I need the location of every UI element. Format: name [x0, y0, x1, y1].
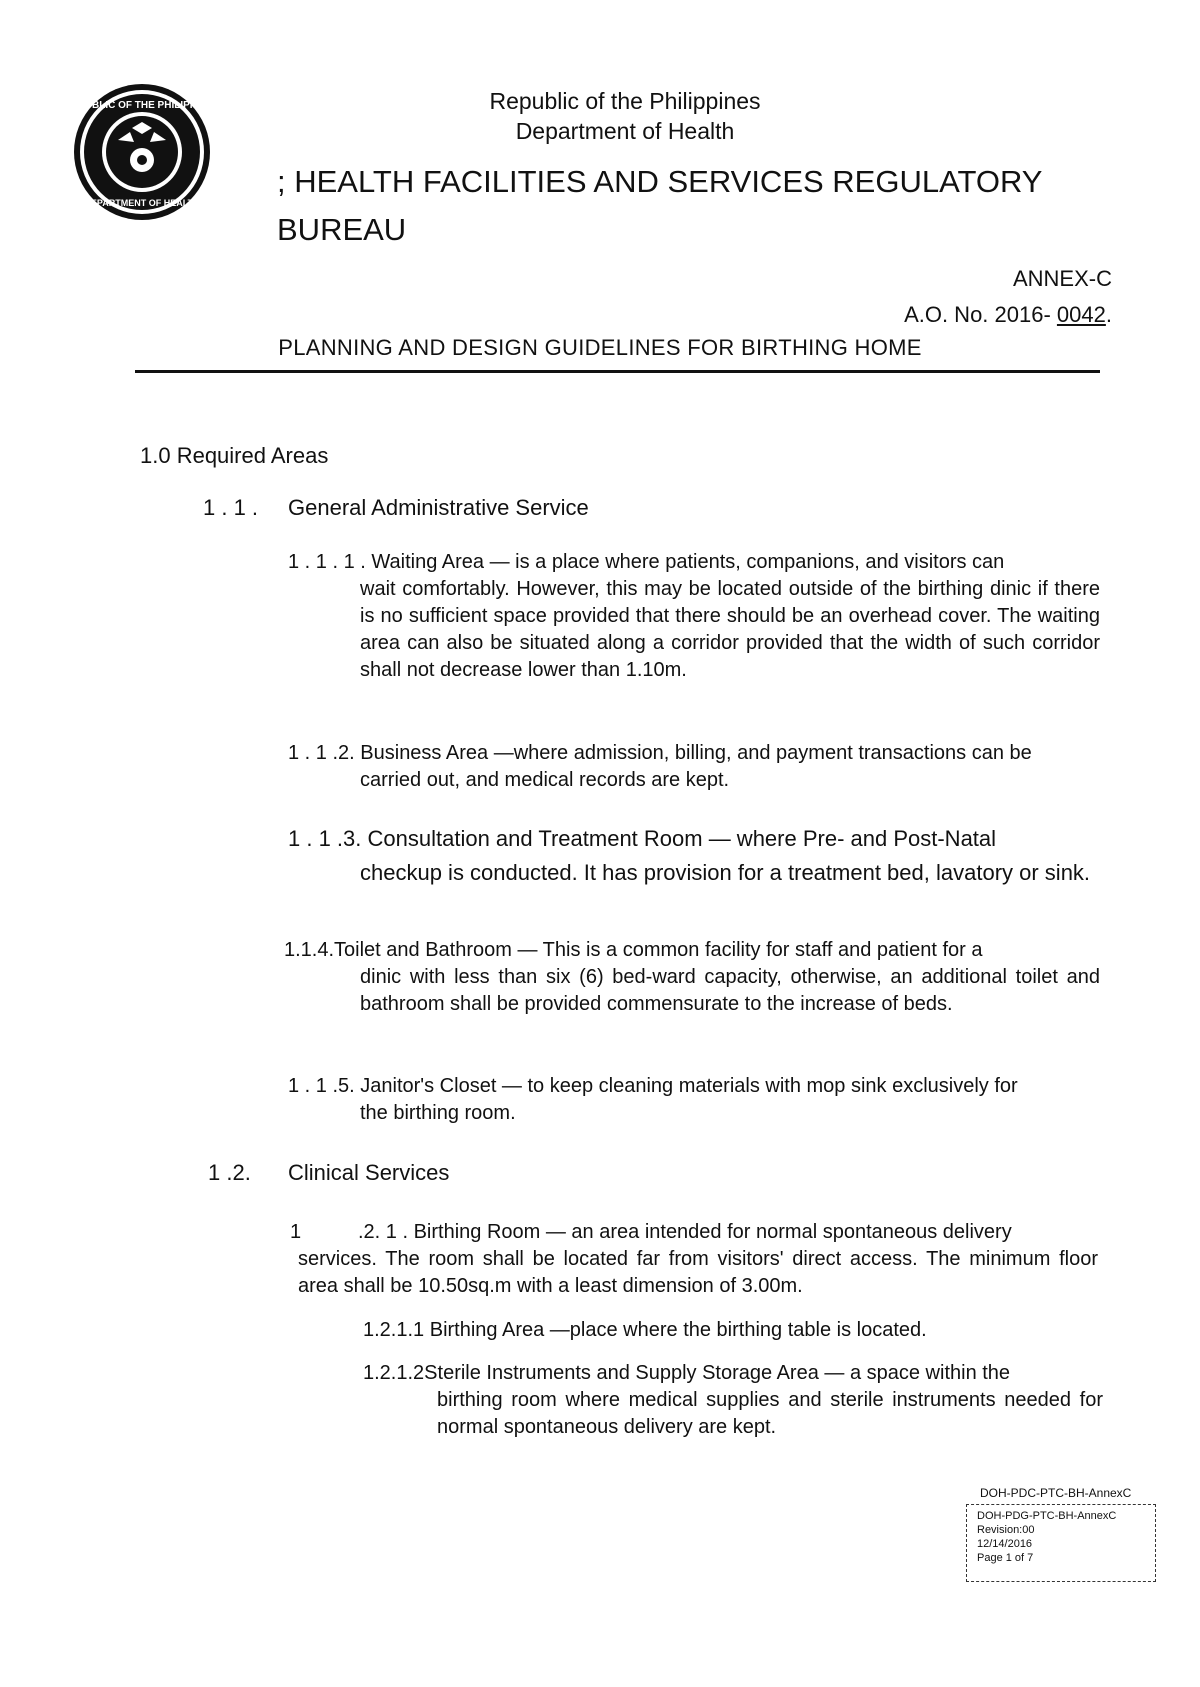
- section-title-general-admin: General Administrative Service: [288, 495, 589, 520]
- item-birthing-area: [363, 1317, 1103, 1344]
- item-continuation: services. The room shall be located far from visitors' direct access. The minimum floor area shall be 10.50sq.m with a least dimension of 3.00m.: [298, 1248, 1098, 1297]
- item-toilet-bathroom: [284, 937, 1100, 1018]
- section-number-1-1: 1 . 1 .: [203, 495, 259, 520]
- item-first-line: Toilet and Bathroom — This is a common facility for staff and patient for a: [334, 939, 983, 961]
- country-name: Republic of the Philippines: [489, 88, 761, 114]
- item-number-a: 1: [290, 1221, 302, 1243]
- item-business-area: [288, 740, 1128, 794]
- annex-label: ANNEX-C: [1012, 266, 1112, 291]
- item-text: Birthing Area —place where the birthing table is located.: [429, 1319, 927, 1341]
- ao-prefix: A.O. No. 2016-: [904, 302, 1057, 327]
- item-first-line: Waiting Area — is a place where patients, companions, and visitors can: [371, 551, 1005, 573]
- document-title: PLANNING AND DESIGN GUIDELINES FOR BIRTHING HOME: [278, 335, 922, 360]
- item-continuation: wait comfortably. However, this may be located outside of the birthing dinic if there is no sufficient space provided that there should be an overhead cover. The waiting area can also be situated along a corridor provided that the width of such corridor shall not decrease lower than 1.10m.: [360, 578, 1100, 681]
- stamp-page: Page 1 of 7: [977, 1552, 1034, 1564]
- revision-stamp-box: [966, 1504, 1156, 1582]
- item-number: 1 . 1 . 1 .: [288, 551, 366, 573]
- bureau-line-2: BUREAU: [277, 212, 407, 247]
- title-divider: [135, 370, 1100, 373]
- item-continuation: birthing room where medical supplies and sterile instruments needed for normal spontaneous delivery are kept.: [437, 1389, 1103, 1438]
- item-number: 1 . 1 .5.: [288, 1075, 355, 1097]
- doh-seal-logo: [64, 82, 220, 222]
- item-first-line: Janitor's Closet — to keep cleaning materials with mop sink exclusively for: [360, 1075, 1018, 1097]
- ao-suffix: .: [1105, 302, 1112, 327]
- item-number: 1 . 1 .2.: [288, 742, 355, 764]
- item-continuation: the birthing room.: [360, 1102, 516, 1124]
- item-sterile-storage: [363, 1360, 1103, 1441]
- bureau-line-1: ; HEALTH FACILITIES AND SERVICES REGULATORY: [277, 164, 1043, 199]
- item-birthing-room: [290, 1219, 1100, 1300]
- item-first-line: Birthing Room — an area intended for normal spontaneous delivery: [413, 1221, 1012, 1243]
- bureau-name: [277, 158, 1077, 254]
- stamp-code: DOH-PDG-PTC-BH-AnnexC: [977, 1510, 1117, 1522]
- section-heading-required-areas: 1.0 Required Areas: [140, 443, 329, 468]
- item-first-line: Business Area —where admission, billing, and payment transactions can be: [360, 742, 1032, 764]
- ao-number: [904, 302, 1112, 328]
- seal-text-top: REPUBLIC OF THE PHILIPPINES: [64, 100, 220, 111]
- item-continuation: carried out, and medical records are kept.: [360, 769, 730, 791]
- item-consultation-room: [288, 822, 1128, 890]
- stamp-revision: Revision:00: [977, 1524, 1035, 1536]
- item-waiting-area: [288, 549, 1098, 684]
- section-number-1-2: 1 .2.: [208, 1160, 251, 1185]
- item-first-line: Sterile Instruments and Supply Storage Area — a space within the: [424, 1362, 1011, 1384]
- seal-text-bottom: DEPARTMENT OF HEALTH: [84, 198, 200, 208]
- item-number-b: .2. 1 .: [358, 1221, 409, 1243]
- footer-document-code: DOH-PDC-PTC-BH-AnnexC: [980, 1486, 1132, 1500]
- item-number: 1.1.4.: [284, 939, 335, 961]
- item-continuation: dinic with less than six (6) bed-ward capacity, otherwise, an additional toilet and bathroom shall be provided commensurate to the increase of beds.: [360, 966, 1100, 1015]
- department-name: Department of Health: [515, 118, 735, 144]
- item-janitors-closet: [288, 1073, 1128, 1127]
- stamp-date: 12/14/2016: [977, 1538, 1033, 1550]
- item-first-line: Consultation and Treatment Room — where Pre- and Post-Natal: [367, 826, 997, 851]
- ao-number-value: 0042: [1056, 302, 1106, 327]
- item-continuation: checkup is conducted. It has provision for a treatment bed, lavatory or sink.: [360, 860, 1091, 885]
- item-number: 1.2.1.2: [363, 1362, 425, 1384]
- item-number: 1.2.1.1: [363, 1319, 425, 1341]
- item-number: 1 . 1 .3.: [288, 826, 362, 851]
- section-title-clinical-services: Clinical Services: [288, 1160, 450, 1185]
